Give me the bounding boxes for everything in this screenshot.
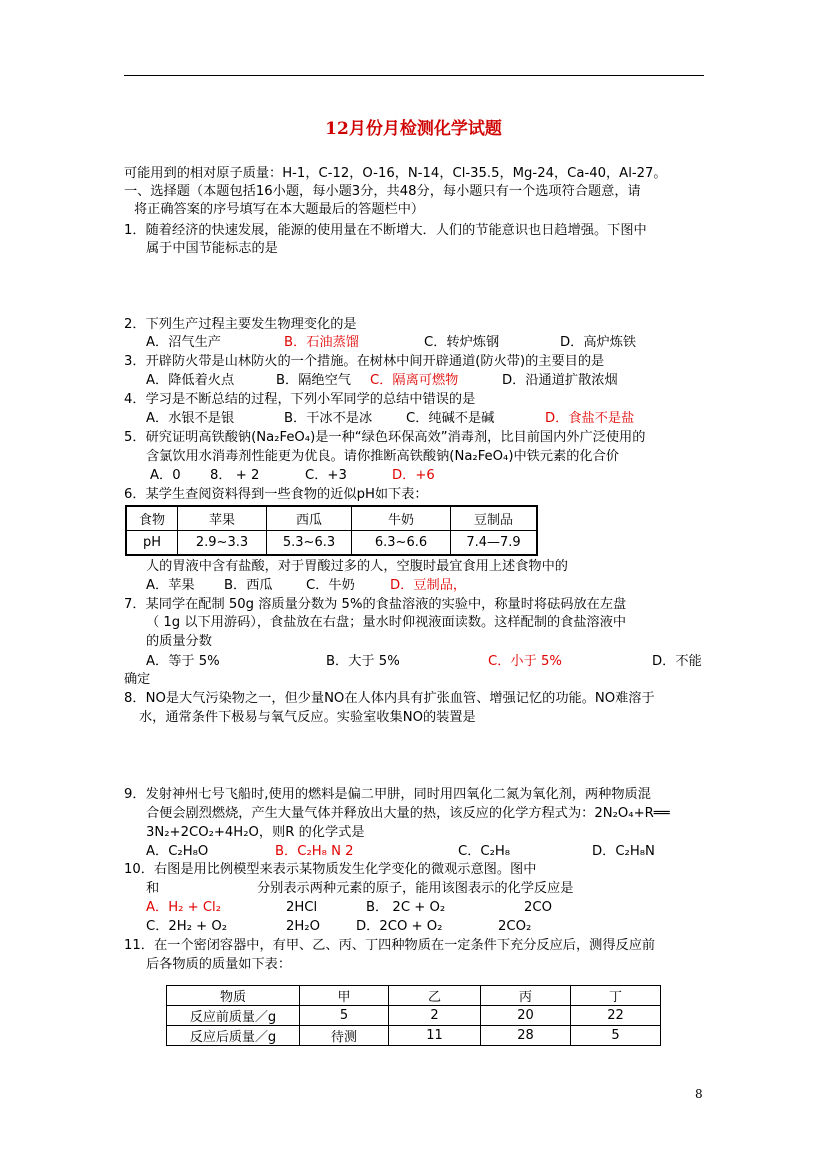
table-cell: 5	[300, 1006, 389, 1026]
q2-option-b: B．石油蒸馏	[284, 335, 359, 350]
table-cell: 反应前质量／g	[167, 1006, 300, 1026]
q6-stem-cont: 人的胃液中含有盐酸，对于胃酸过多的人，空腹时最宜食用上述食物中的	[146, 559, 568, 574]
q6-stem: 6．某学生查阅资料得到一些食物的近似pH如下表：	[124, 487, 428, 502]
q2-option-c: C．转炉炼钢	[424, 335, 500, 350]
table-row	[126, 506, 537, 531]
table-cell: 丁	[571, 986, 661, 1006]
q7-option-d: D．不能	[652, 654, 702, 669]
q3-option-d: D．沿通道扩散浓烟	[502, 373, 618, 388]
table-cell: 食物	[126, 506, 178, 531]
table-cell: 5.3~6.3	[267, 531, 352, 556]
q5-option-a: A．0	[150, 468, 181, 483]
q5-stem-cont: 含氯饮用水消毒剂性能更为优良。请你推断高铁酸钠(Na₂FeO₄)中铁元素的化合价	[146, 449, 619, 464]
section-heading-cont: 将正确答案的序号填写在本大题最后的答题栏中）	[134, 202, 425, 217]
q9-option-b: B．C₂H₈ N 2	[275, 844, 354, 859]
q7-stem: 7．某同学在配制 50g 溶质量分数为 5%的食盐溶液的实验中，称量时将砝码放在左盘	[124, 597, 627, 612]
q7-option-b: B．大于 5%	[326, 654, 400, 669]
q1-stem: 1．随着经济的快速发展，能源的使用量在不断增大．人们的节能意识也日趋增强。下图中	[124, 223, 647, 238]
q4-option-d: D．食盐不是盐	[545, 411, 635, 426]
q5-option-c: C．+3	[305, 468, 347, 483]
q10-option-d-product: 2CO₂	[498, 919, 532, 934]
ph-table	[125, 505, 538, 556]
table-cell: 11	[389, 1026, 481, 1046]
q3-option-c: C．隔离可燃物	[370, 373, 459, 388]
q10-option-a: A．H₂ + Cl₂	[146, 900, 222, 915]
q7-option-a: A．等于 5%	[146, 654, 220, 669]
q10-option-c: C．2H₂ + O₂	[146, 919, 228, 934]
q10-stem: 10．右图是用比例模型来表示某物质发生化学变化的微观示意图。图中	[124, 862, 537, 877]
q7-option-d-cont: 确定	[124, 672, 151, 687]
q9-stem: 9．发射神州七号飞船时,使用的燃料是偏二甲肼，同时用四氧化二氮为氧化剂，两种物质混	[124, 787, 651, 802]
q9-option-d: D．C₂H₈N	[592, 844, 655, 859]
q2-option-a: A．沼气生产	[146, 335, 221, 350]
q6-option-c: C．牛奶	[306, 578, 355, 593]
table-cell: 6.3~6.6	[352, 531, 451, 556]
table-cell: pH	[126, 531, 178, 556]
q10-option-b-product: 2CO	[524, 900, 552, 915]
q6-option-d: D．豆制品，	[390, 578, 467, 593]
mass-table	[166, 985, 661, 1046]
q10-option-d: D．2CO + O₂	[356, 919, 443, 934]
q2-stem: 2．下列生产过程主要发生物理变化的是	[124, 317, 357, 332]
q10-option-a-product: 2HCl	[286, 900, 318, 915]
q10-option-c-product: 2H₂O	[286, 919, 320, 934]
q9-stem-cont2: 3N₂+2CO₂+4H₂O，则R 的化学式是	[146, 825, 365, 840]
table-cell: 乙	[389, 986, 481, 1006]
table-cell: 5	[571, 1026, 661, 1046]
q8-stem-cont: 水，通常条件下极易与氧气反应。实验室收集NO的装置是	[139, 710, 476, 725]
table-cell: 待测	[300, 1026, 389, 1046]
q11-stem: 11．在一个密闭容器中，有甲、乙、丙、丁四种物质在一定条件下充分反应后，测得反应前	[124, 938, 656, 953]
table-cell: 28	[481, 1026, 571, 1046]
q5-option-b: 8． + 2	[210, 468, 260, 483]
q7-stem-cont: （ 1g 以下用游码），食盐放在右盘；量水时仰视液面读数。这样配制的食盐溶液中	[146, 615, 627, 630]
q7-option-c: C．小于 5%	[488, 654, 562, 669]
q5-stem: 5．研究证明高铁酸钠(Na₂FeO₄)是一种“绿色环保高效”消毒剂，比目前国内外广泛使用的	[124, 430, 646, 445]
q4-option-a: A．水银不是银	[146, 411, 235, 426]
table-cell: 反应后质量／g	[167, 1026, 300, 1046]
table-row	[167, 986, 661, 1006]
table-cell: 20	[481, 1006, 571, 1026]
table-cell: 物质	[167, 986, 300, 1006]
page-title: 12月份月检测化学试题	[325, 119, 502, 139]
table-cell: 甲	[300, 986, 389, 1006]
q3-option-a: A．降低着火点	[146, 373, 235, 388]
q6-option-b: B．西瓜	[224, 578, 273, 593]
section-heading: 一、选择题（本题包括16小题，每小题3分，共48分，每小题只有一个选项符合题意，请	[124, 184, 641, 199]
q3-option-b: B．隔绝空气	[276, 373, 351, 388]
table-row	[167, 1026, 661, 1046]
q6-option-a: A．苹果	[146, 578, 195, 593]
table-cell: 2.9~3.3	[178, 531, 267, 556]
table-cell: 7.4—7.9	[451, 531, 538, 556]
q1-stem-cont: 属于中国节能标志的是	[146, 241, 278, 256]
q7-stem-cont2: 的质量分数	[146, 634, 212, 649]
header-rule	[124, 75, 704, 76]
q3-stem: 3．开辟防火带是山林防火的一个措施。在树林中间开辟通道(防火带)的主要目的是	[124, 354, 605, 369]
q9-stem-cont: 合便会剧烈燃烧，产生大量气体并释放出大量的热，该反应的化学方程式为：2N₂O₄+R══	[146, 806, 670, 821]
table-cell: 牛奶	[352, 506, 451, 531]
q9-option-a: A．C₂H₈O	[146, 844, 209, 859]
table-cell: 苹果	[178, 506, 267, 531]
q9-option-c: C．C₂H₈	[458, 844, 511, 859]
q4-option-b: B．干冰不是冰	[284, 411, 373, 426]
table-cell: 丙	[481, 986, 571, 1006]
table-cell: 豆制品	[451, 506, 538, 531]
table-row	[167, 1006, 661, 1026]
q4-stem: 4．学习是不断总结的过程，下列小军同学的总结中错误的是	[124, 392, 476, 407]
page-number: 8	[695, 1087, 703, 1101]
table-cell: 2	[389, 1006, 481, 1026]
q10-stem-cont: 分别表示两种元素的原子，能用该图表示的化学反应是	[257, 881, 574, 896]
q4-option-c: C．纯碱不是碱	[406, 411, 495, 426]
table-cell: 22	[571, 1006, 661, 1026]
q8-stem: 8．NO是大气污染物之一，但少量NO在人体内具有扩张血管、增强记忆的功能。NO难溶于	[124, 691, 655, 706]
table-row	[126, 531, 537, 556]
atomic-masses: 可能用到的相对原子质量：H-1，C-12，O-16，N-14，Cl-35.5，Mg-24，Ca-40，Al-27。	[124, 166, 667, 181]
q10-stem-and: 和	[146, 881, 160, 896]
q2-option-d: D．高炉炼铁	[560, 335, 637, 350]
table-cell: 西瓜	[267, 506, 352, 531]
q10-option-b: B． 2C + O₂	[366, 900, 446, 915]
q11-stem-cont: 后各物质的质量如下表：	[146, 957, 292, 972]
q5-option-d: D．+6	[392, 468, 435, 483]
